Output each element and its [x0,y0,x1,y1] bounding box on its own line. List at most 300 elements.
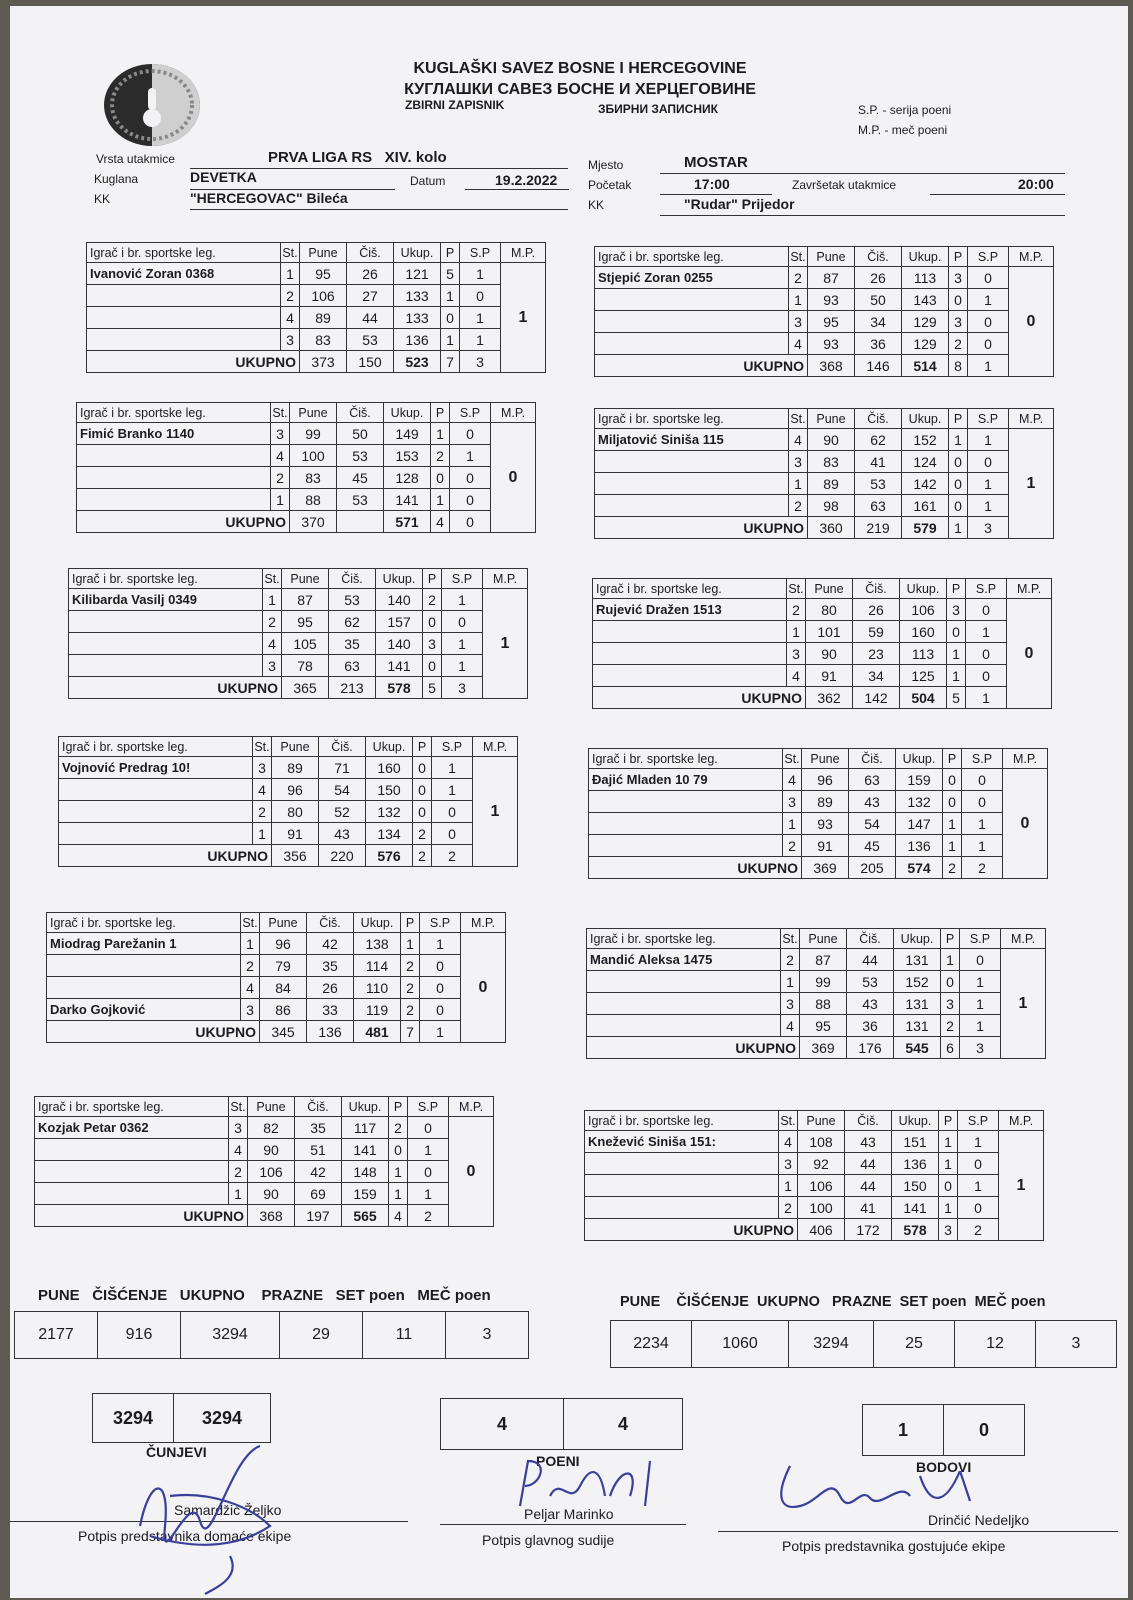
col-player: Igrač i br. sportske leg. [77,403,271,423]
total-ukup: 504 [900,687,947,709]
cell-cis: 53 [337,489,384,511]
cell-pune: 80 [806,599,853,621]
col-ukup: Ukup. [902,409,949,429]
total-ukup: 579 [902,517,949,539]
player-name-empty [589,791,783,813]
cell-st: 1 [787,621,806,643]
cell-sp: 1 [968,429,1009,451]
total-ukup: 574 [896,857,943,879]
summary-home-ciscenje: 916 [98,1312,181,1359]
total-pune: 368 [808,355,855,377]
cell-pune: 91 [272,823,319,845]
summary-away-ciscenje: 1060 [692,1321,789,1368]
table-row [593,621,1052,643]
col-mp: M.P. [501,243,546,263]
cell-p: 1 [947,643,966,665]
table-row [77,445,536,467]
col-pune: Pune [300,243,347,263]
cell-sp: 1 [420,933,461,955]
cell-ukup: 110 [354,977,401,999]
cell-st: 2 [779,1197,798,1219]
table-row [593,599,1052,621]
bodovi-home: 1 [863,1405,944,1456]
col-player: Igrač i br. sportske leg. [595,247,789,267]
cell-st: 4 [253,779,272,801]
cell-sp: 0 [966,643,1007,665]
cell-sp: 0 [958,1153,999,1175]
cell-sp: 1 [958,1131,999,1153]
cell-st: 2 [229,1161,248,1183]
cell-ukup: 125 [900,665,947,687]
cell-p: 0 [423,611,442,633]
table-row [77,489,536,511]
cell-p: 1 [939,1153,958,1175]
cell-p: 1 [943,813,962,835]
kk-away-value: "Rudar" Prijedor [684,196,795,212]
cell-sp: 0 [442,611,483,633]
cell-ukup: 151 [892,1131,939,1153]
cell-st: 3 [229,1117,248,1139]
away-rep-label: Potpis predstavnika gostujuće ekipe [782,1538,1006,1554]
cell-ukup: 160 [366,757,413,779]
total-cis: 150 [347,351,394,373]
total-sp: 2 [432,845,473,867]
cell-ukup: 136 [892,1153,939,1175]
total-sp: 1 [966,687,1007,709]
player-name-sub [593,665,787,687]
cell-p: 2 [941,1015,960,1037]
cell-cis: 45 [849,835,896,857]
cell-cis: 54 [849,813,896,835]
cell-pune: 89 [808,473,855,495]
col-player: Igrač i br. sportske leg. [59,737,253,757]
cell-sp: 1 [960,1015,1001,1037]
cell-ukup: 131 [894,1015,941,1037]
match-point: 1 [501,263,546,373]
table-row [59,779,518,801]
summary-home-prazne: 29 [280,1312,363,1359]
total-p: 7 [441,351,460,373]
player-name-empty [595,311,789,333]
col-p: P [939,1111,958,1131]
col-st: St. [281,243,300,263]
cell-sp: 0 [420,999,461,1021]
player-name-empty [69,633,263,655]
col-ukup: Ukup. [366,737,413,757]
summary-home-set: 11 [363,1312,446,1359]
col-sp: S.P [962,749,1003,769]
col-p: P [423,569,442,589]
cell-ukup: 142 [902,473,949,495]
total-sp: 1 [968,355,1009,377]
total-p: 2 [943,857,962,879]
player-name-empty [87,307,281,329]
cell-ukup: 138 [354,933,401,955]
cell-pune: 95 [800,1015,847,1037]
referee-signature-icon [500,1456,680,1516]
col-ukup: Ukup. [896,749,943,769]
total-pune: 365 [282,677,329,699]
home-player-table [58,736,518,867]
total-row [587,1037,1046,1059]
cell-sp: 0 [460,285,501,307]
cell-pune: 83 [300,329,347,351]
cell-sp: 0 [420,977,461,999]
total-sp: 3 [460,351,501,373]
player-name-sub [595,333,789,355]
col-p: P [943,749,962,769]
col-p: P [401,913,420,933]
cell-cis: 36 [855,333,902,355]
total-row [35,1205,494,1227]
total-pune: 362 [806,687,853,709]
player-name-empty [69,611,263,633]
cell-ukup: 147 [896,813,943,835]
total-sp: 0 [450,511,491,533]
table-row [87,285,546,307]
referee-name: Peljar Marinko [524,1506,614,1522]
col-pune: Pune [808,247,855,267]
cell-cis: 36 [847,1015,894,1037]
player-name-empty [77,467,271,489]
total-sp: 3 [968,517,1009,539]
col-mp: M.P. [491,403,536,423]
total-cis: 220 [319,845,366,867]
kk-home-label: KK [94,192,111,206]
col-st: St. [253,737,272,757]
cell-sp: 0 [450,423,491,445]
player-name-sub [69,655,263,677]
cell-pune: 93 [808,333,855,355]
cell-pune: 90 [808,429,855,451]
player-name-sub [595,495,789,517]
total-cis: 213 [329,677,376,699]
cell-st: 2 [783,835,802,857]
cell-cis: 69 [295,1183,342,1205]
cell-ukup: 136 [896,835,943,857]
home-player-table [86,242,546,373]
total-p: 4 [389,1205,408,1227]
total-cis: 142 [853,687,900,709]
player-name-empty [585,1153,779,1175]
table-row [595,473,1054,495]
cell-st: 2 [271,467,290,489]
cell-cis: 43 [319,823,366,845]
player-name-empty [595,451,789,473]
cell-ukup: 113 [900,643,947,665]
table-row [593,665,1052,687]
table-row [595,289,1054,311]
bodovi-away: 0 [944,1405,1025,1456]
cunjevi-away: 3294 [174,1394,271,1443]
cell-p: 0 [943,791,962,813]
col-ukup: Ukup. [354,913,401,933]
kuglana-value: DEVETKA [190,169,257,185]
cell-st: 2 [253,801,272,823]
col-sp: S.P [958,1111,999,1131]
table-row [35,1117,494,1139]
cell-cis: 53 [855,473,902,495]
col-cis: Čiš. [847,929,894,949]
total-ukup: 565 [342,1205,389,1227]
cell-sp: 1 [960,971,1001,993]
total-pune: 345 [260,1021,307,1043]
cell-pune: 93 [802,813,849,835]
cell-p: 0 [423,655,442,677]
cell-p: 0 [413,779,432,801]
cell-cis: 44 [847,949,894,971]
cell-ukup: 159 [896,769,943,791]
col-player: Igrač i br. sportske leg. [589,749,783,769]
cell-p: 3 [423,633,442,655]
total-p: 6 [941,1037,960,1059]
cell-ukup: 133 [394,285,441,307]
cell-st: 1 [263,589,282,611]
table-row [589,835,1048,857]
table-row [47,955,506,977]
cell-pune: 106 [300,285,347,307]
cell-pune: 78 [282,655,329,677]
cell-p: 3 [941,993,960,1015]
col-mp: M.P. [1007,579,1052,599]
cell-sp: 1 [442,655,483,677]
cell-p: 3 [949,267,968,289]
summary-away-prazne: 25 [874,1321,955,1368]
total-pune: 406 [798,1219,845,1241]
total-sp: 2 [408,1205,449,1227]
cell-sp: 0 [966,665,1007,687]
col-st: St. [781,929,800,949]
player-name-sub [589,835,783,857]
cell-ukup: 159 [342,1183,389,1205]
table-row [35,1139,494,1161]
kk-home-value: "HERCEGOVAC" Bileća [190,190,348,206]
cell-cis: 33 [307,999,354,1021]
total-row [589,857,1048,879]
cell-sp: 1 [962,835,1003,857]
table-row [585,1197,1044,1219]
col-st: St. [789,409,808,429]
table-row [589,769,1048,791]
col-cis: Čiš. [329,569,376,589]
cell-pune: 90 [806,643,853,665]
summary-away-table [610,1320,1117,1368]
cell-p: 1 [431,423,450,445]
cell-p: 3 [949,311,968,333]
cell-st: 2 [281,285,300,307]
cell-pune: 99 [800,971,847,993]
table-row [595,429,1054,451]
table-row [595,333,1054,355]
col-st: St. [271,403,290,423]
ukupno-label: UKUPNO [595,517,808,539]
col-mp: M.P. [999,1111,1044,1131]
player-name: Miodrag Parežanin 1 [47,933,241,955]
col-pune: Pune [806,579,853,599]
total-cis: 197 [295,1205,342,1227]
cell-cis: 35 [307,955,354,977]
home-player-table [76,402,536,533]
pocetak-value: 17:00 [694,176,730,192]
cell-p: 0 [949,473,968,495]
cell-sp: 1 [962,813,1003,835]
poeni-box [440,1398,683,1450]
cell-st: 3 [787,643,806,665]
player-name-empty [595,289,789,311]
cell-ukup: 106 [900,599,947,621]
cell-cis: 45 [337,467,384,489]
away-player-table [586,928,1046,1059]
match-point: 1 [473,757,518,867]
cell-pune: 96 [802,769,849,791]
table-row [595,311,1054,333]
cell-p: 1 [949,429,968,451]
ukupno-label: UKUPNO [587,1037,800,1059]
cell-st: 3 [779,1153,798,1175]
player-name-empty [585,1175,779,1197]
cell-sp: 0 [962,791,1003,813]
cell-cis: 62 [329,611,376,633]
cell-st: 3 [789,311,808,333]
total-cis [337,511,384,533]
total-sp: 3 [960,1037,1001,1059]
total-pune: 369 [802,857,849,879]
cell-sp: 1 [966,621,1007,643]
cell-st: 1 [281,263,300,285]
col-sp: S.P [450,403,491,423]
cell-p: 0 [413,757,432,779]
player-name-empty [35,1161,229,1183]
player-name-empty [47,977,241,999]
col-mp: M.P. [1009,409,1054,429]
col-ukup: Ukup. [384,403,431,423]
cell-st: 2 [789,495,808,517]
cell-ukup: 121 [394,263,441,285]
table-row [593,643,1052,665]
cell-cis: 63 [329,655,376,677]
player-name-empty [587,993,781,1015]
total-cis: 146 [855,355,902,377]
total-cis: 172 [845,1219,892,1241]
cell-pune: 100 [290,445,337,467]
cell-cis: 53 [347,329,394,351]
player-name: Ivanović Zoran 0368 [87,263,281,285]
col-st: St. [263,569,282,589]
cell-cis: 35 [295,1117,342,1139]
cell-pune: 79 [260,955,307,977]
away-player-table [594,246,1054,377]
cell-cis: 51 [295,1139,342,1161]
cell-sp: 1 [460,307,501,329]
player-name: Mandić Aleksa 1475 [587,949,781,971]
player-name-empty [59,779,253,801]
home-player-table [46,912,506,1043]
cell-p: 1 [389,1183,408,1205]
ukupno-label: UKUPNO [35,1205,248,1227]
col-cis: Čiš. [853,579,900,599]
cell-pune: 87 [808,267,855,289]
col-ukup: Ukup. [376,569,423,589]
cell-sp: 0 [432,801,473,823]
col-cis: Čiš. [337,403,384,423]
cell-pune: 106 [798,1175,845,1197]
col-player: Igrač i br. sportske leg. [595,409,789,429]
cell-st: 3 [789,451,808,473]
cell-sp: 0 [432,823,473,845]
zavrsetak-value: 20:00 [1018,176,1054,192]
cell-pune: 89 [300,307,347,329]
cell-pune: 88 [290,489,337,511]
title-latin: KUGLAŠKI SAVEZ BOSNE I HERCEGOVINE [413,60,747,77]
cell-st: 3 [781,993,800,1015]
pocetak-label: Početak [588,178,632,192]
player-name-empty [587,971,781,993]
cell-cis: 27 [347,285,394,307]
cell-p: 1 [389,1161,408,1183]
cell-p: 2 [423,589,442,611]
cell-st: 3 [281,329,300,351]
col-cis: Čiš. [347,243,394,263]
cell-ukup: 136 [394,329,441,351]
cell-p: 2 [949,333,968,355]
table-row [595,267,1054,289]
cell-cis: 41 [845,1197,892,1219]
table-row [587,1015,1046,1037]
cell-ukup: 148 [342,1161,389,1183]
cell-cis: 44 [845,1153,892,1175]
cell-p: 0 [939,1175,958,1197]
cell-st: 1 [229,1183,248,1205]
player-name-sub [77,489,271,511]
cell-p: 0 [389,1139,408,1161]
home-rep-label: Potpis predstavnika domaće ekipe [78,1528,292,1544]
col-pune: Pune [272,737,319,757]
col-cis: Čiš. [855,247,902,267]
cell-st: 4 [783,769,802,791]
cell-pune: 82 [248,1117,295,1139]
summary-away-pune: 2234 [611,1321,692,1368]
referee-label: Potpis glavnog sudije [482,1532,615,1548]
cell-st: 1 [789,289,808,311]
cell-st: 2 [241,955,260,977]
cell-ukup: 152 [902,429,949,451]
cell-p: 1 [939,1197,958,1219]
col-pune: Pune [282,569,329,589]
cell-st: 3 [271,423,290,445]
col-cis: Čiš. [849,749,896,769]
col-sp: S.P [960,929,1001,949]
col-ukup: Ukup. [902,247,949,267]
col-player: Igrač i br. sportske leg. [87,243,281,263]
table-row [47,977,506,999]
total-cis: 176 [847,1037,894,1059]
cell-ukup: 129 [902,333,949,355]
cell-ukup: 132 [366,801,413,823]
cell-sp: 1 [442,589,483,611]
player-name-sub [585,1197,779,1219]
match-point: 1 [1009,429,1054,539]
cell-st: 3 [783,791,802,813]
total-sp: 2 [962,857,1003,879]
col-sp: S.P [460,243,501,263]
cell-cis: 43 [845,1131,892,1153]
cell-p: 1 [441,329,460,351]
player-name-empty [35,1139,229,1161]
player-name-empty [59,801,253,823]
vrsta-label: Vrsta utakmice [96,152,175,166]
cell-pune: 88 [800,993,847,1015]
table-row [69,655,528,677]
